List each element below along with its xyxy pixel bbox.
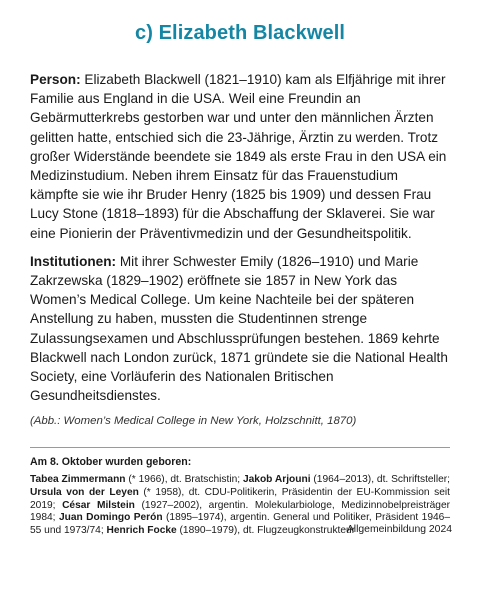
person-label: Person: [30,72,81,87]
birth-name: Henrich Focke [106,524,177,536]
birth-name: César Milstein [62,499,135,511]
birth-detail: (* 1958), dt. CDU-Politikerin, Präsidentin der EU-Kommission seit 2019; [30,487,450,511]
birth-detail: (1964–2013), dt. Schriftsteller; [310,474,450,486]
person-text: Elizabeth Blackwell (1821–1910) kam als Elfjährige mit ihrer Familie aus England in die USA. Weil eine Freundin an Gebärmutterkrebs gestorben war und unter den männlichen Ärzten gelitten hatte, entschied sich die 23-Jährige, Ärztin zu werden. Trotz großer Widerstände beendete sie 1849 als erste Frau in den USA ein Medizinstudium. Neben ihrem Einsatz für das Frauenstudium kämpfte sie wie ihr Bruder Henry (1825 bis 1909) und dessen Frau Lucy Stone (1818–1893) für die Abschaffung der Sklaverei. Sie war eine Pionierin der Präventivmedizin und der Gesundheitspolitik. [30,72,447,241]
institutions-text: Mit ihrer Schwester Emily (1826–1910) und Marie Zakrzewska (1829–1902) eröffnete sie 1857 in New York das Women’s Medical College. Um keine Nachteile bei der späteren Anstellung zu haben, mussten die Studentinnen strenge Zulassungsexamen und Abschlussprüfungen bestehen. 1869 kehrte Blackwell nach London zurück, 1871 gründete sie die National Health Society, eine Vorläuferin des Nationalen Britischen Gesundheitsdienstes. [30,253,448,404]
institutions-label: Institutionen: [30,253,117,269]
birth-detail: (* 1966), dt. Bratschistin; [125,474,243,486]
image-caption: (Abb.: Women’s Medical College in New York, Holzschnitt, 1870) [30,415,357,428]
birth-name: Jakob Arjouni [242,474,311,486]
page-title: c) Elizabeth Blackwell [134,22,346,44]
birth-detail: (1890–1979), dt. Flugzeugkonstrukteur [176,524,356,536]
births-heading: Am 8. Oktober wurden geboren: [30,456,192,469]
footer-source: Allgemeinbildung 2024 [346,524,452,535]
birth-name: Juan Domingo Perón [58,512,163,524]
birth-detail: (1895–1974), argentin. General und Politiker, Präsident 1946–55 und 1973/74; [30,512,450,536]
section-divider [30,447,450,448]
birth-detail: (1927–2002), argentin. Molekularbiologe, Medizinnobelpreisträger 1984; [30,499,451,524]
institutions-paragraph [30,252,450,406]
birth-name: Tabea Zimmermann [30,474,126,486]
birth-name: Ursula von der Leyen [30,487,139,499]
person-paragraph [30,70,450,243]
